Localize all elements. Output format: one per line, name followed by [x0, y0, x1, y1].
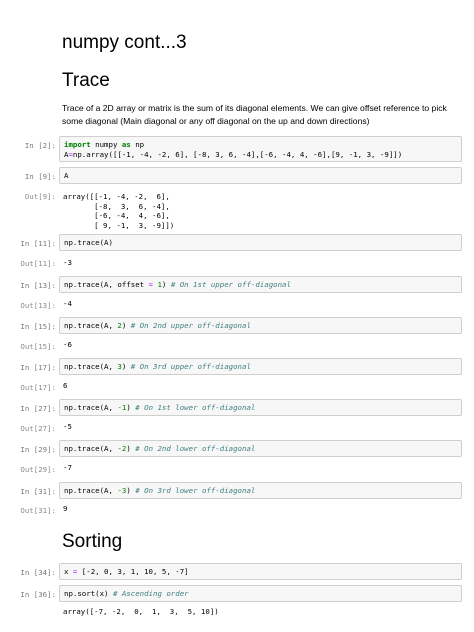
section-heading-trace: Trace: [62, 70, 110, 91]
code-cell[interactable]: [59, 234, 462, 251]
input-prompt: In [11]:: [20, 239, 56, 248]
output-prompt: Out[9]:: [24, 192, 56, 201]
code-comment: # Ascending order: [112, 589, 189, 598]
code-cell[interactable]: [59, 563, 462, 580]
code-operator: =: [68, 149, 73, 159]
code-number: -3: [117, 486, 127, 495]
code-comment: # On 1st upper off-diagonal: [170, 280, 291, 289]
code-cell[interactable]: [59, 440, 462, 457]
code-comment: # On 2nd lower off-diagonal: [135, 444, 256, 453]
input-prompt: In [29]:: [20, 445, 56, 454]
cell-output: -7: [63, 463, 72, 472]
code-text: np.trace(A,: [64, 444, 118, 453]
code-operator: =: [72, 567, 78, 576]
input-prompt: In [9]:: [24, 172, 56, 181]
code-text: [-2, 0, 3, 1, 10, 5, -7]: [77, 567, 189, 576]
code-text: np.trace(A, offset: [64, 280, 149, 289]
code-cell[interactable]: [59, 358, 462, 375]
code-text: ): [161, 280, 171, 289]
input-prompt: In [31]:: [20, 487, 56, 496]
code-text: np.trace(A,: [64, 403, 118, 412]
code-text: A: [64, 149, 69, 159]
output-prompt: Out[29]:: [20, 465, 56, 474]
page-title: numpy cont...3: [62, 32, 187, 53]
cell-output: 9: [63, 504, 68, 513]
input-prompt: In [36]:: [20, 590, 56, 599]
code-cell[interactable]: [59, 167, 462, 184]
code-cell[interactable]: [59, 482, 462, 499]
code-comment: # On 3rd lower off-diagonal: [135, 486, 256, 495]
code-keyword: as: [121, 140, 131, 149]
cell-output: array([-7, -2, 0, 1, 3, 5, 10]): [63, 607, 219, 616]
code-text: ): [126, 444, 136, 453]
output-prompt: Out[15]:: [20, 342, 56, 351]
input-prompt: In [27]:: [20, 404, 56, 413]
cell-output: -5: [63, 422, 72, 431]
cell-output: array([[-1, -4, -2, 6], [-8, 3, 6, -4], [-6, -4, 4, -6], [ 9, -1, 3, -9]]): [63, 192, 175, 230]
code-cell[interactable]: [59, 399, 462, 416]
code-text: np.sort(x): [64, 589, 113, 598]
code-text: ): [126, 403, 131, 412]
code-number: 2: [117, 321, 122, 330]
code-cell[interactable]: [59, 276, 462, 293]
code-operator: =: [148, 280, 153, 289]
cell-output: 6: [63, 381, 68, 390]
code-text: np.trace(A,: [64, 486, 118, 495]
output-prompt: Out[31]:: [20, 506, 56, 515]
code-comment: # On 3rd upper off-diagonal: [130, 362, 251, 371]
code-cell[interactable]: [59, 317, 462, 334]
code-comment: # On 2nd upper off-diagonal: [130, 321, 251, 330]
code-text: np: [130, 140, 145, 149]
code-number: 1: [153, 280, 162, 289]
output-prompt: Out[13]:: [20, 301, 56, 310]
code-text: ): [126, 486, 136, 495]
input-prompt: In [13]:: [20, 281, 56, 290]
code-text: ): [121, 362, 131, 371]
input-prompt: In [34]:: [20, 568, 56, 577]
code-text: np.trace(A,: [64, 321, 118, 330]
output-prompt: Out[11]:: [20, 259, 56, 268]
input-prompt: In [17]:: [20, 363, 56, 372]
code-text: np.trace(A): [64, 238, 113, 247]
input-prompt: In [2]:: [24, 141, 56, 150]
code-number: -1: [117, 403, 127, 412]
trace-description: Trace of a 2D array or matrix is the sum of its diagonal elements. We can give offset reference to pick some diagonal (Main diagonal or any off diagonal on the up and down directions): [62, 103, 447, 126]
code-comment: # On 1st lower off-diagonal: [135, 403, 256, 412]
code-text: A: [64, 171, 69, 180]
code-number: -2: [117, 444, 127, 453]
code-text: np.array([[-1, -4, -2, 6], [-8, 3, 6, -4],[-6, -4, 4, -6],[9, -1, 3, -9]]): [72, 149, 403, 159]
code-text: x: [64, 567, 73, 576]
code-number: 3: [117, 362, 122, 371]
cell-output: -4: [63, 299, 72, 308]
cell-output: -6: [63, 340, 72, 349]
code-cell[interactable]: [59, 585, 462, 602]
code-keyword: import: [64, 140, 91, 149]
section-heading-sorting: Sorting: [62, 531, 123, 552]
output-prompt: Out[17]:: [20, 383, 56, 392]
output-prompt: Out[27]:: [20, 424, 56, 433]
input-prompt: In [15]:: [20, 322, 56, 331]
code-cell[interactable]: [59, 136, 462, 162]
code-text: np.trace(A,: [64, 362, 118, 371]
code-text: ): [121, 321, 131, 330]
cell-output: -3: [63, 258, 72, 267]
code-text: numpy: [90, 140, 122, 149]
